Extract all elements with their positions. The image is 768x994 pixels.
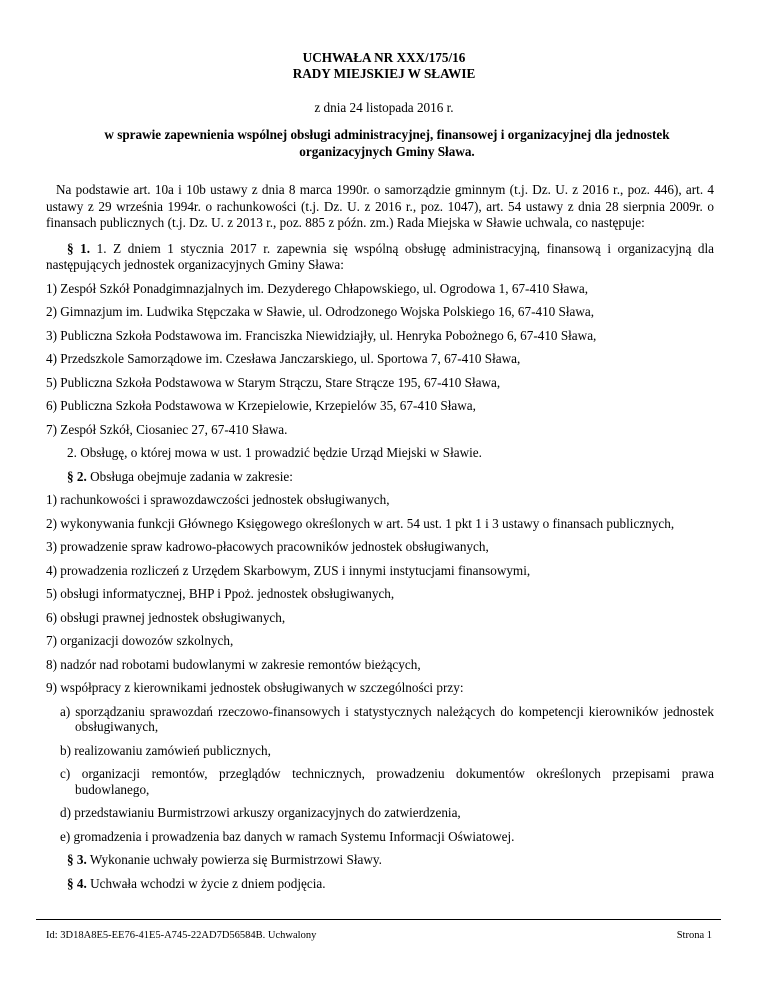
section-4-mark: § 4. (67, 875, 87, 891)
title-line-2: RADY MIEJSKIEJ W SŁAWIE (292, 66, 476, 81)
list-item: 5) Publiczna Szkoła Podstawowa w Starym Strączu, Stare Strącze 195, 67-410 Sława, (46, 374, 501, 390)
section-1-point-2: 2. Obsługę, o której mowa w ust. 1 prowadzić będzie Urząd Miejski w Sławie. (67, 445, 482, 460)
list-item: 4) prowadzenia rozliczeń z Urzędem Skarbowym, ZUS i innymi instytucjami finansowymi, (46, 562, 531, 578)
list-item: 7) organizacji dowozów szkolnych, (46, 633, 234, 648)
footer-divider (36, 919, 721, 920)
list-item: 1) Zespół Szkół Ponadgimnazjalnych im. Dezyderego Chłapowskiego, ul. Ogrodowa 1, 67-410 Sława, (46, 280, 589, 296)
list-item: 9) współpracy z kierownikami jednostek obsługiwanych w szczególności przy: (46, 680, 464, 695)
list-item: 3) prowadzenie spraw kadrowo-płacowych pracowników jednostek obsługiwanych, (46, 539, 489, 554)
list-item: 1) rachunkowości i sprawozdawczości jednostek obsługiwanych, (46, 492, 390, 507)
section-2-intro (46, 469, 714, 486)
footer-page-number: Strona 1 (676, 930, 712, 941)
list-item: 5) obsługi informatycznej, BHP i Ppoż. jednostek obsługiwanych, (46, 586, 395, 601)
sub-list-item: a) sporządzaniu sprawozdań rzeczowo-finansowych i statystycznych należących do kompetencji kierowników jednostek obsługiwanych, (60, 703, 714, 734)
list-item: 6) Publiczna Szkoła Podstawowa w Krzepielowie, Krzepielów 35, 67-410 Sława, (46, 398, 476, 413)
title-line-1: UCHWAŁA NR XXX/175/16 (302, 50, 466, 65)
section-2-mark: § 2. (67, 468, 87, 484)
section-3 (46, 852, 714, 869)
resolution-subject: w sprawie zapewnienia wspólnej obsługi administracyjnej, finansowej i organizacyjnej dla jednostek organizacyjnych Gminy Sława. (104, 127, 670, 159)
section-3-text: Wykonanie uchwały powierza się Burmistrzowi Sławy. (86, 852, 382, 867)
section-3-mark: § 3. (67, 852, 87, 867)
list-item: 7) Zespół Szkół, Ciosaniec 27, 67-410 Sława. (46, 421, 288, 437)
section-4-text: Uchwała wchodzi w życie z dniem podjęcia. (86, 875, 326, 891)
section-1-text: 1. Z dniem 1 stycznia 2017 r. zapewnia się wspólną obsługę administracyjną, finansową i organizacyjną dla następujących jednostek organizacyjnych Gminy Sława: (46, 240, 715, 272)
list-item: 6) obsługi prawnej jednostek obsługiwanych, (46, 609, 286, 625)
section-1-mark: § 1. (67, 240, 91, 256)
section-2-text: Obsługa obejmuje zadania w zakresie: (86, 468, 293, 484)
preamble: Na podstawie art. 10a i 10b ustawy z dnia 8 marca 1990r. o samorządzie gminnym (t.j. Dz. U. z 2016 r., poz. 446), art. 4 ustawy z 29 września 1994r. o rachunkowości (t.j. Dz. U. z 2016 r., poz. 1047), art. 54 ustawy z dnia 28 sierpnia 2009r. o finansach publicznych (t.j. Dz. U. z 2013 r., poz. 885 z późn. zm.) Rada Miejska w Sławie uchwala, co następuje: (46, 182, 714, 230)
footer-document-id: Id: 3D18A8E5-EE76-41E5-A745-22AD7D56584B. Uchwalony (46, 930, 317, 941)
list-item: 4) Przedszkole Samorządowe im. Czesława Janczarskiego, ul. Sportowa 7, 67-410 Sława, (46, 351, 521, 366)
list-item: 2) Gimnazjum im. Ludwika Stępczaka w Sławie, ul. Odrodzonego Wojska Polskiego 16, 67-410 Sława, (46, 304, 595, 319)
sub-list-item: c) organizacji remontów, przeglądów technicznych, prowadzeniu dokumentów określonych przepisami prawa budowlanego, (60, 766, 714, 797)
section-4 (46, 876, 714, 893)
list-item: 3) Publiczna Szkoła Podstawowa im. Franciszka Niewidziajły, ul. Henryka Pobożnego 6, 67-410 Sława, (46, 327, 597, 343)
section-1-intro (46, 241, 714, 274)
resolution-date: z dnia 24 listopada 2016 r. (314, 100, 454, 115)
document-body (46, 182, 714, 892)
list-item: 8) nadzór nad robotami budowlanymi w zakresie remontów bieżących, (46, 656, 421, 672)
sub-list-item: e) gromadzenia i prowadzenia baz danych w ramach Systemu Informacji Oświatowej. (60, 828, 515, 844)
sub-list-item: b) realizowaniu zamówień publicznych, (60, 742, 271, 758)
sub-list-item: d) przedstawianiu Burmistrzowi arkuszy organizacyjnych do zatwierdzenia, (60, 805, 461, 820)
list-item: 2) wykonywania funkcji Głównego Księgowego określonych w art. 54 ust. 1 pkt 1 i 3 ustawy o finansach publicznych, (46, 515, 675, 531)
